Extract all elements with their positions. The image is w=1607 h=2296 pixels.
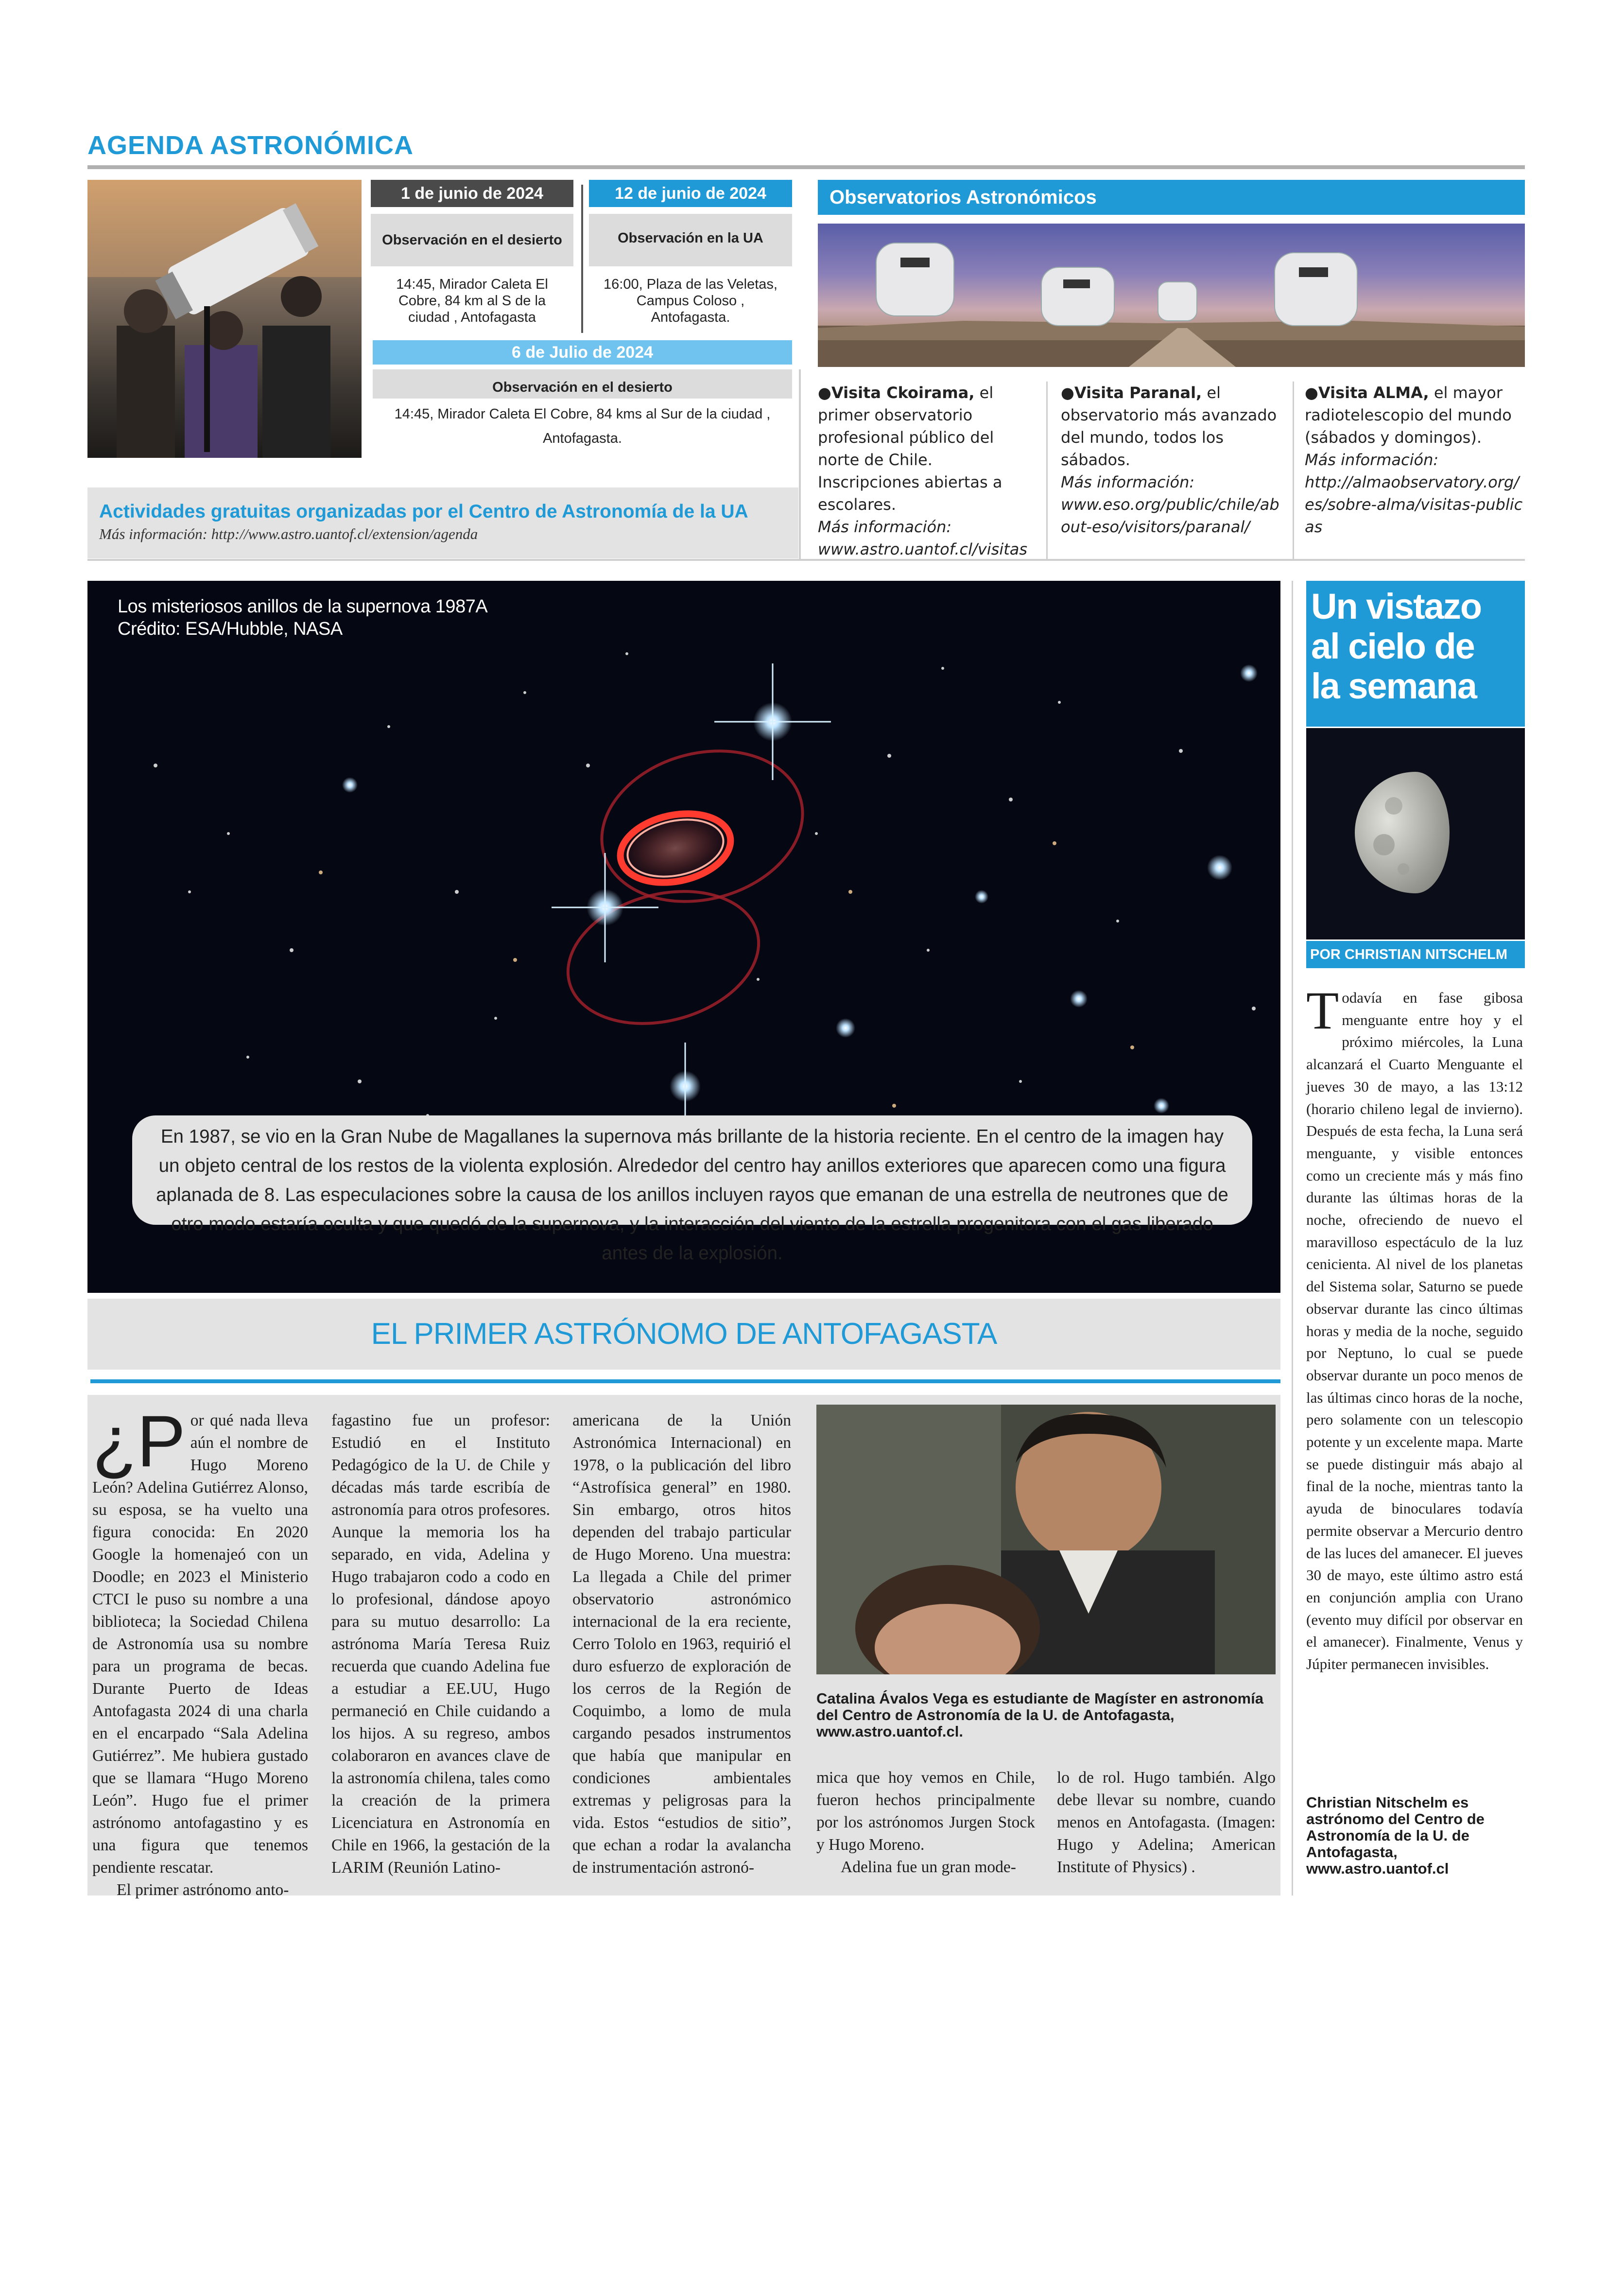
article-col1-p2: El primer astrónomo anto-	[117, 1881, 289, 1899]
photo-caption: Catalina Ávalos Vega es estudiante de Magíster en astronomía del Centro de Astronomía de la U. de Antofagasta, www.astro.uantof.cl.	[816, 1690, 1263, 1740]
agenda-more-link[interactable]: http://www.astro.uantof.cl/extension/agenda	[211, 525, 478, 542]
sidebar-title-line3: la semana	[1311, 666, 1476, 706]
observatory-paranal-more: Más información:	[1061, 473, 1195, 491]
observatory-paranal-link[interactable]: www.eso.org/public/chile/about-eso/visitors/paranal/	[1061, 495, 1279, 536]
supernova-caption-line2: Crédito: ESA/Hubble, NASA	[118, 619, 343, 639]
observatory-alma-name: Visita ALMA,	[1318, 383, 1429, 402]
sidebar-body	[1306, 981, 1523, 1675]
supernova-description: En 1987, se vio en la Gran Nube de Magallanes la supernova más brillante de la historia reciente. En el centro de la imagen hay un objeto central de los restos de la violenta explosión. Alrededor del centro hay anillos exteriores que aparecen como una figura aplanada de 8. Las especulaciones sobre la causa de los anillos incluyen rayos que emanan de una estrella de neutrones que de otro modo estaría oculta y que quedó de la supernova, y la interacción del viento de la estrella progenitora con el gas liberado antes de la explosión.	[132, 1115, 1252, 1225]
column-divider	[799, 369, 801, 559]
event-3-details-line1: 14:45, Mirador Caleta El Cobre, 84 kms al Sur de la ciudad ,	[394, 406, 771, 422]
agenda-footer-title: Actividades gratuitas organizadas por el Centro de Astronomía de la UA	[99, 501, 748, 522]
event-1-details: 14:45, Mirador Caleta El Cobre, 84 km al S de la ciudad , Antofagasta	[396, 277, 548, 325]
article-col5-p1: lo de rol. Hugo también. Algo debe llevar su nombre, cuando menos en Antofagasta. (Imagen: Hugo y Adelina; American Institute of Physics) .	[1057, 1769, 1276, 1876]
bullet-icon: ●	[1061, 383, 1074, 402]
observatory-ckoirama-name: Visita Ckoirama,	[831, 383, 975, 402]
observatory-alma	[1305, 382, 1523, 538]
header-rule	[87, 165, 1525, 169]
sidebar-author-bio: Christian Nitschelm es astrónomo del Centro de Astronomía de la U. de Antofagasta, www.astro.uantof.cl	[1306, 1794, 1485, 1877]
observatory-alma-link[interactable]: http://almaobservatory.org/es/sobre-alma/visitas-publicas	[1305, 473, 1523, 536]
event-3-title: Observación en el desierto	[373, 369, 792, 399]
event-1-date: 1 de junio de 2024	[371, 180, 573, 207]
observatory-alma-more: Más información:	[1305, 451, 1439, 469]
article-col2-p1: fagastino fue un profesor: Estudió en el Instituto Pedagógico de la U. de Chile y décadas más tarde escribía de astronomía para otros profesores. Aunque la memoria los ha separado, en vida, Adelina y Hugo trabajaron codo a codo en lo profesional, dándose apoyo para su mutuo desarrollo: La astrónoma María Teresa Ruiz recuerda que cuando Adelina fue a estudiar a EE.UU, Hugo permaneció en Chile cuidando a los hijos. A su regreso, ambos colaboraron en avances clave de la astronomía chilena, tales como la creación de la primera Licenciatura en Astronomía en Chile en 1966, la gestación de la LARIM (Reunión Latino-	[331, 1411, 550, 1877]
observatory-paranal-text: el observatorio más avanzado del mundo, todos los sábados.	[1061, 383, 1277, 469]
sidebar-title-line1: Un vistazo	[1311, 586, 1482, 626]
article-col1-p1: or qué nada lleva aún el nombre de Hugo Moreno León? Adelina Gutiérrez Alonso, su esposa, se ha vuelto una figura conocida: En 2020 Google la homenajeó con un Doodle; en 2023 el Ministerio CTCI le puso su nombre a una biblioteca; la Sociedad Chilena de Astronomía usa su nombre para un programa de becas. Durante Puerto de Ideas Antofagasta 2024 di una charla en el encarpado “Sala Adelina Gutiérrez”. Me hubiera gustado que se llamara “Hugo Moreno León”. Hugo fue el primer astrónomo antofagastino y es una figura que tenemos pendiente rescatar.	[92, 1411, 308, 1877]
drop-cap: ¿P	[92, 1400, 186, 1482]
headline-rule	[90, 1379, 1280, 1383]
observatories-photo	[818, 224, 1525, 367]
event-2-details: 16:00, Plaza de las Veletas, Campus Coloso , Antofagasta.	[604, 277, 778, 325]
observatory-ckoirama-text: el primer observatorio profesional público del norte de Chile. Inscripciones abiertas a escolares.	[818, 383, 1002, 514]
observatories-title: Observatorios Astronómicos	[818, 180, 1525, 215]
sidebar-title-line2: al cielo de	[1311, 626, 1474, 666]
event-3-details	[373, 406, 792, 447]
agenda-title: AGENDA ASTRONÓMICA	[87, 131, 414, 160]
sidebar-divider	[1292, 581, 1293, 1896]
article-column-2	[331, 1409, 550, 1879]
article-col4-p2: Adelina fue un gran mode-	[841, 1858, 1016, 1876]
observatory-paranal	[1061, 382, 1279, 538]
sidebar-title	[1306, 581, 1525, 727]
article-col4-p1: mica que hoy vemos en Chile, fueron hechos principalmente por los astrónomos Jurgen Stock y Hugo Moreno.	[816, 1769, 1035, 1854]
hugo-adelina-photo	[816, 1405, 1276, 1674]
supernova-caption-line1: Los misteriosos anillos de la supernova 1987A	[118, 596, 488, 617]
observatory-ckoirama-link[interactable]: www.astro.uantof.cl/visitas	[818, 540, 1028, 558]
event-2-date: 12 de junio de 2024	[589, 180, 792, 207]
observatory-alma-text: el mayor radiotelescopio del mundo (sábados y domingos).	[1305, 383, 1512, 447]
obs-divider-2	[1293, 382, 1294, 559]
observatory-ckoirama-more: Más información:	[818, 518, 952, 536]
agenda-more-label: Más información:	[99, 525, 208, 542]
moon-image	[1306, 728, 1525, 939]
article-col3-p1: americana de la Unión Astronómica Internacional) en 1978, o la publicación del libro “Astrofísica general” en 1980. Sin embargo, otros hitos dependen del trabajo particular de Hugo Moreno. Una muestra: La llegada a Chile del primer observatorio astronómico internacional de la era reciente, Cerro Tololo en 1963, requirió el duro esfuerzo de exploración de los cerros de la Región de Coquimbo, a lomo de mula cargando pesados instrumentos que había que manipular en condiciones ambientales extremas y peligrosas para la vida. Estos “estudios de sitio”, que echan a rodar la avalancha de instrumentación astronó-	[572, 1411, 791, 1877]
event-3-details-line2: Antofagasta.	[543, 431, 622, 446]
bullet-icon: ●	[1305, 383, 1318, 402]
article-column-3	[572, 1409, 791, 1879]
event-2-title: Observación en la UA	[589, 214, 792, 266]
obs-divider-1	[1046, 382, 1048, 559]
sidebar-byline: POR CHRISTIAN NITSCHELM	[1306, 941, 1525, 968]
supernova-image	[87, 581, 1280, 1293]
article-column-5	[1057, 1767, 1276, 1879]
event-1-title: Observación en el desierto	[371, 214, 573, 266]
observatory-paranal-name: Visita Paranal,	[1074, 383, 1202, 402]
event-divider	[581, 185, 583, 333]
telescope-photo	[87, 180, 362, 458]
article-column-1	[92, 1400, 308, 1901]
sidebar-drop-cap: T	[1306, 981, 1339, 1040]
event-3-date: 6 de Julio de 2024	[373, 340, 792, 365]
article-headline: EL PRIMER ASTRÓNOMO DE ANTOFAGASTA	[87, 1299, 1280, 1370]
agenda-footer	[87, 487, 798, 558]
bullet-icon: ●	[818, 383, 831, 402]
observatory-ckoirama	[818, 382, 1037, 560]
agenda-bottom-rule	[87, 559, 1525, 561]
article-column-4	[816, 1767, 1035, 1879]
sidebar-body-text: odavía en fase gibosa menguante entre hoy y el próximo miércoles, la Luna alcanzará el Cuarto Menguante el jueves 30 de mayo, a las 13:12 (horario chileno legal de invierno). Después de esta fecha, la Luna será menguante, y visible entonces como un creciente más y más fino durante las últimas horas de la noche, ofreciendo de nuevo el maravilloso espectáculo de la luz cenicienta. Al nivel de los planetas del Sistema solar, Saturno se puede observar durante las cinco últimas horas y media de la noche, seguido por Neptuno, lo cual se puede observar durante un poco menos de las últimas cinco horas de la noche, pero solamente con un telescopio potente y un excelente mapa. Marte se puede distinguir más abajo al final de la noche, mientras tanto la ayuda de binoculares todavía permite observar a Mercurio dentro de las luces del amanecer. El jueves 30 de mayo, este último astro está en conjunción amplia con Urano (evento muy difícil por observar en el amanecer). Finalmente, Venus y Júpiter permanecen invisibles.	[1306, 989, 1523, 1673]
